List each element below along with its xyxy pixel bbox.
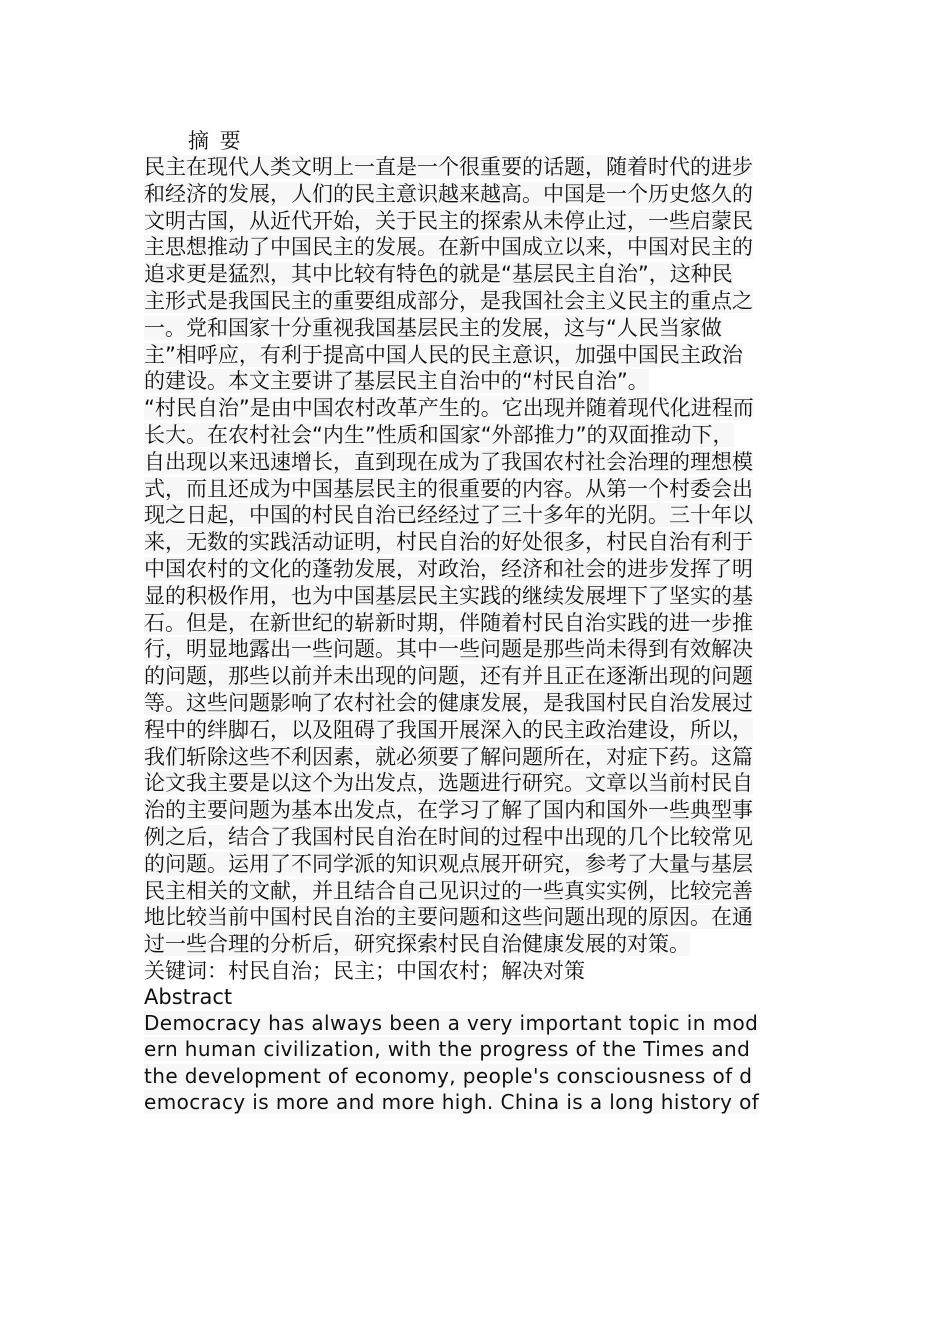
english-abstract-paragraph-text: Democracy has always been a very important topic in mod ern human civilization, with the progress of the Times and the development of economy, people's consciousness of d emocracy is more and more high. China is a long history of <box>144 1010 760 1115</box>
abstract-paragraph-1-text: 民主在现代人类文明上一直是一个很重要的话题，随着时代的进步 和经济的发展，人们的民主意识越来越高。中国是一个历史悠久的 文明古国，从近代开始，关于民主的探索从未停止过，一些启蒙民 主思想推动了中国民主的发展。在新中国成立以来，中国对民主的 追求更是猛烈，其中比较有特色的就是“基层民主自治”，这种民 主形式是我国民主的重要组成部分，是我国社会主义民主的重点之 一。党和国家十分重视我国基层民主的发展，这与“人民当家做 主”相呼应，有利于提高中国人民的民主意识，加强中国民主政治 的建设。本文主要讲了基层民主自治中的“村民自治”。 <box>144 155 753 394</box>
document-page <box>144 128 814 1116</box>
english-abstract-paragraph <box>144 1010 814 1116</box>
abstract-paragraph-2-text: “村民自治”是由中国农村改革产生的。它出现并随着现代化进程而 长大。在农村社会“内生”性质和国家“外部推力”的双面推动下， 自出现以来迅速增长，直到现在成为了我国农村社会治理的理想模 式，而且还成为中国基层民主的很重要的内容。从第一个村委会出 现之日起，中国的村民自治已经经过了三十多年的光阴。三十年以 来，无数的实践活动证明，村民自治的好处很多，村民自治有利于 中国农村的文化的蓬勃发展，对政治，经济和社会的进步发挥了明 显的积极作用，也为中国基层民主实践的继续发展埋下了坚实的基 石。但是，在新世纪的崭新时期，伴随着村民自治实践的进一步推 行，明显地露出一些问题。其中一些问题是那些尚未得到有效解决 的问题，那些以前并未出现的问题，还有并且正在逐渐出现的问题 等。这些问题影响了农村社会的健康发展，是我国村民自治发展过 程中的绊脚石，以及阻碍了我国开展深入的民主政治建设，所以， 我们斩除这些不利因素，就必须要了解问题所在，对症下药。这篇 论文我主要是以这个为出发点，选题进行研究。文章以当前村民自 治的主要问题为基本出发点，在学习了解了国内和国外一些典型事 例之后，结合了我国村民自治在时间的过程中出现的几个比较常见 的问题。运用了不同学派的知识观点展开研究，参考了大量与基层 民主相关的文献，并且结合自己见识过的一些真实实例，比较完善 地比较当前中国村民自治的主要问题和这些问题出现的原因。在通 过一些合理的分析后，研究探索村民自治健康发展的对策。 <box>144 396 754 957</box>
keywords-line: 关键词：村民自治；民主；中国农村；解决对策 <box>144 958 585 983</box>
abstract-paragraph-2 <box>144 395 814 958</box>
english-abstract-heading: Abstract <box>144 984 233 1009</box>
abstract-heading: 摘 要 <box>188 129 243 153</box>
abstract-paragraph-1 <box>144 154 814 395</box>
